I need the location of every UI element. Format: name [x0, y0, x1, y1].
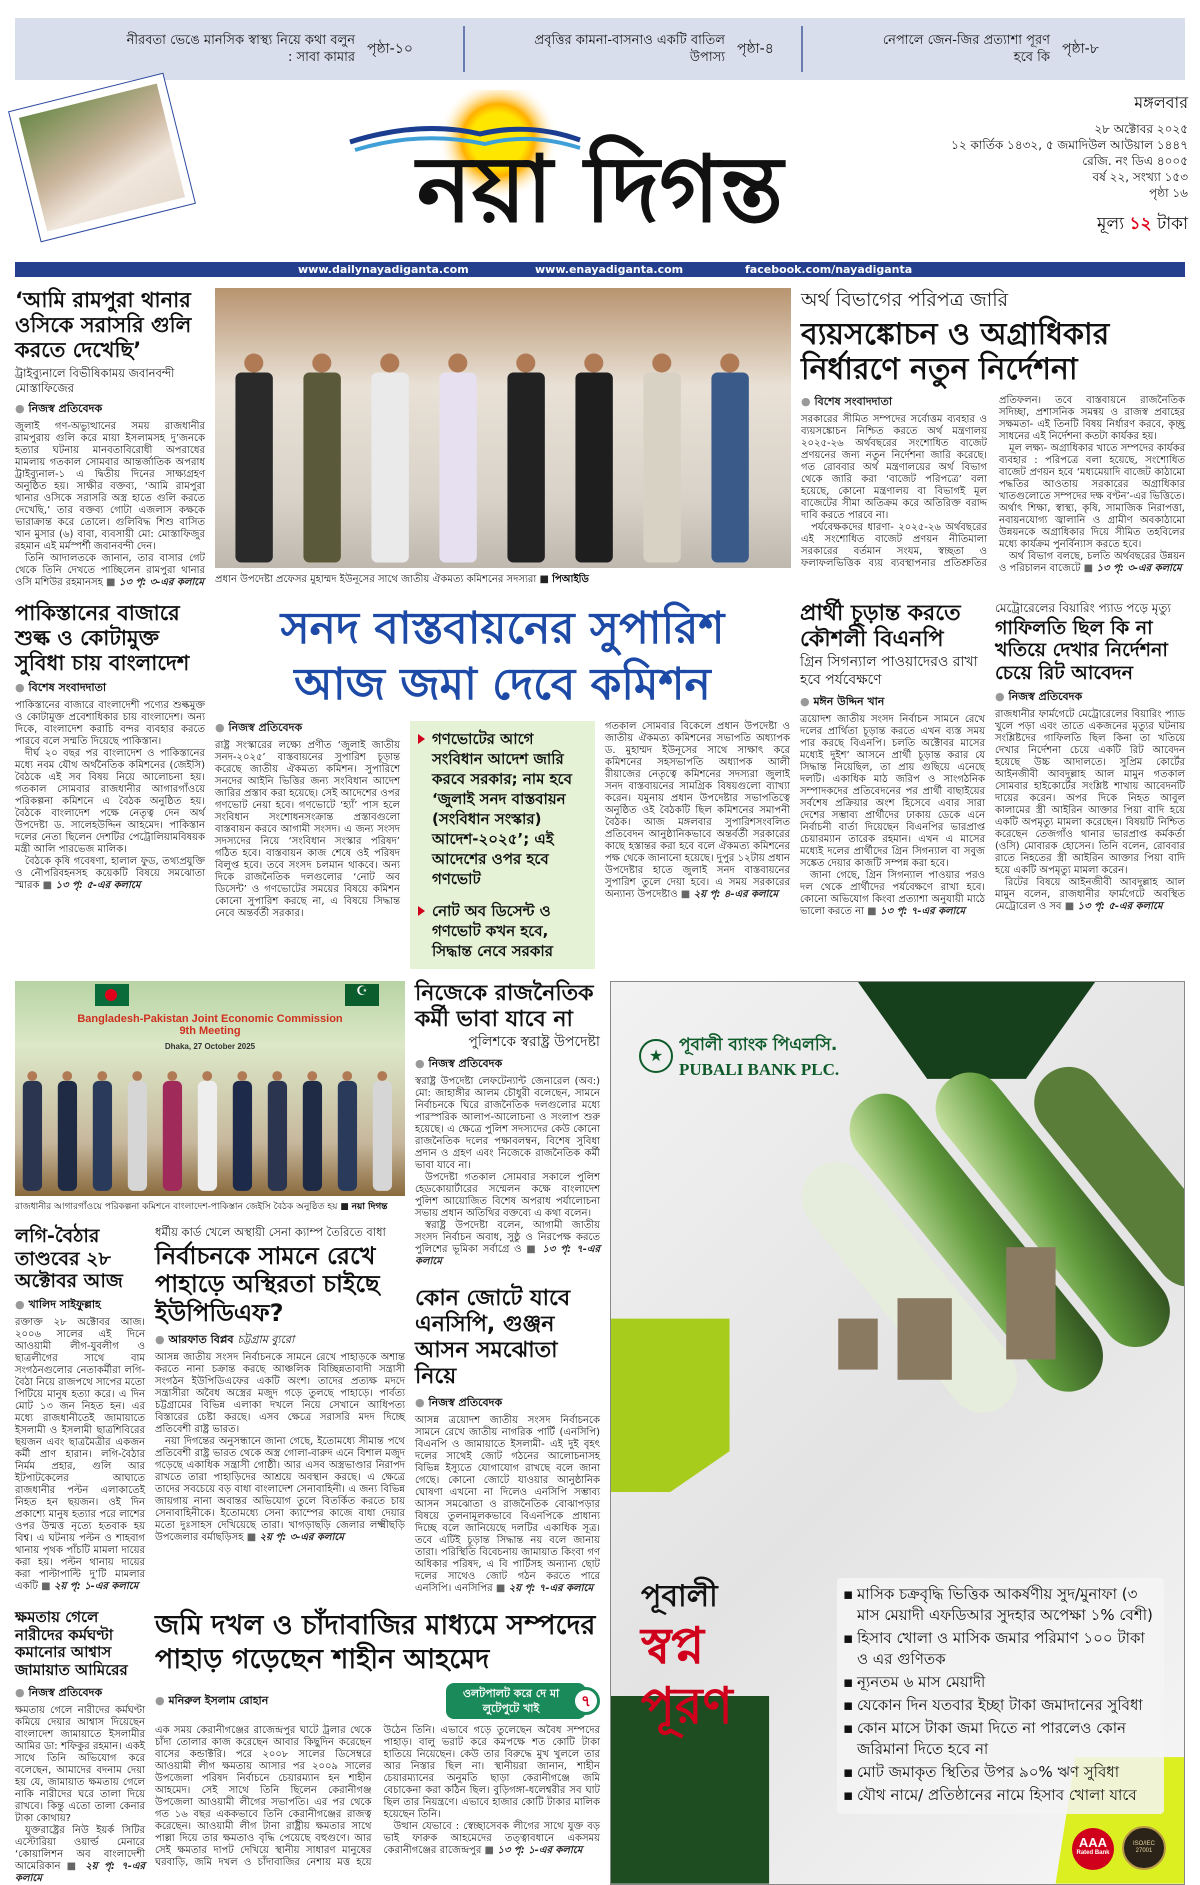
story-bnp: প্রার্থী চূড়ান্ত করতে কৌশলী বিএনপি গ্রিন সিগন্যাল পাওয়াদেরও রাখা হবে পর্যবেক্ষণে ● মঈন উদ্দিন খান ত্রয়োদশ জাতীয় সংসদ নির্বাচন সামনে রেখে দলের প্রার্থিতা চূড়ান্ত করতে এখন ব্যস্ত সময় পার করছে বিএনপি। চলতি অক্টোবর মাসের মধ্যেই দুইশ’ আসনে প্রার্থী চূড়ান্ত করার যে সিদ্ধান্ত নিয়েছিল, তা প্রায় গুছিয়ে এনেছে দলটি। একাধিক মাঠ জরিপ ও সাংগঠনিক সম্পাদকদের প্রতিবেদনের পর প্রার্থী বাছাইয়ের সর্বশেষ প্রক্রিয়ার অংশ হিসেবে এবার সারা দেশের সম্ভাব্য প্রার্থীদের ঢাকায় ডেকে এনে নির্বাচনী বার্তা দিয়েছেন বিএনপির ভারপ্রাপ্ত চেয়ারম্যান তারেক রহমান। এখন এ মাসের মধ্যেই দলের প্রার্থীদের গ্রিন সিগন্যাল বা সবুজ সঙ্কেত দেয়ার কাজটি সম্পন্ন করা হবে। জানা গেছে, গ্রিন সিগন্যাল পাওয়ার পরও দল থেকে প্রার্থীদের পর্যবেক্ষণে রাখা হবে। কোনো অভিযোগ কিংবা প্রত্যাশা অনুযায়ী মাঠে ভালো করতে না ■ ১৩ পৃ: ৭-এর কলামে [800, 601, 985, 918]
pakistan-flag-icon: ☪ [345, 984, 379, 1006]
story-rampura: ‘আমি রামপুরা থানার ওসিকে সরাসরি গুলি করতে দেখেছি’ ট্রাইব্যুনালে বিভীষিকাময় জবানবন্দী মোস্তাফিজের ● নিজস্ব প্রতিবেদক জুলাই গণ-অভ্যুত্থানের সময় রাজধানীর রামপুরায় গুলি করে মায়া ইসলামসহ দু’জনকে হত্যার ঘটনায় মানবতাবিরোধী অপরাধের মামলায় গতকাল সোমবার আন্তর্জাতিক অপরাধ ট্রাইব্যুনাল-১ এ দ্বিতীয় দিনের সাক্ষ্যগ্রহণ অনুষ্ঠিত হয়। সাক্ষীর বক্তব্য, ‘আমি রামপুরা থানার ওসিকে সরাসরি অস্ত্র হাতে গুলি করতে দেখেছি,’ তার বক্তব্য গোটা এজলাস কক্ষকে ভারাক্রান্ত করে তোলে। গুলিবিদ্ধ শিশু বাসিত খান মুসার (৬) বাবা, ব্যবসায়ী মো: মোস্তাফিজুর রহমান এই মর্মস্পর্শী জবানবন্দী দেন। তিনি আদালতকে জানান, তার বাসার গেট থেকে তিনি দেখতে পাচ্ছিলেন রামপুরা থানার ওসি মশিউর রহমানসহ ■ ১৩ পৃ: ৩-এর কলামে [15, 288, 205, 589]
jump-link[interactable]: ■ ২য় পৃ: ৩-এর কলামে [247, 1532, 344, 1543]
date-block: মঙ্গলবার ২৮ অক্টোবর ২০২৫ ১২ কার্তিক ১৪৩২, ৫ জমাদিউল আউয়াল ১৪৪৭ রেজি. নং ডিএ ৪০০৫ বর্ষ ২২, সংখ্যা ১৫৩ পৃষ্ঠা ১৬ মূল্য ১২ টাকা [951, 93, 1188, 234]
lead-headline[interactable]: সনদ বাস্তবায়নের সুপারিশ আজ জমা দেবে কমিশন [280, 603, 725, 711]
headline[interactable]: প্রার্থী চূড়ান্ত করতে কৌশলী বিএনপি [800, 601, 961, 653]
headline[interactable]: ব্যয়সঙ্কোচন ও অগ্রাধিকার নির্ধারণে নতুন নির্দেশনা [801, 316, 1110, 388]
product-title: পূবালী স্বপ্ন পূরণ [641, 1578, 733, 1735]
feature-list: ▪ মাসিক চক্রবৃদ্ধি ভিত্তিক আকর্ষণীয় সুদ/মুনাফা (৩ মাস মেয়াদী এফডিআর সুদহার অপেক্ষা ১% বেশী) ▪ হিসাব খোলা ও মাসিক জমার পরিমাণ ১০০ টাকা ও এর গুণিতক ▪ ন্যূনতম ৬ মাস মেয়াদী ▪ যেকোন দিন যতবার ইচ্ছা টাকা জমাদানের সুবিধা ▪ কোন মাসে টাকা জমা দিতে না পারলেও কোন জরিমানা দিতে হবে না ▪ মোট জমাকৃত স্থিতির উপর ৯০% ঋণ সুবিধা ▪ যৌথ নামে/ প্রতিষ্ঠানের নামে হিসাব খোলা যাবে [837, 1578, 1164, 1814]
epaper-link[interactable]: www.enayadiganta.com [535, 263, 684, 276]
story-pakistan: পাকিস্তানের বাজারে শুল্ক ও কোটামুক্ত সুবিধা চায় বাংলাদেশ ● বিশেষ সংবাদদাতা পাকিস্তানের বাজারে বাংলাদেশী পণ্যের শুল্কমুক্ত ও কোটামুক্ত প্রবেশাধিকার চায় বাংলাদেশ। অন্য দিকে, বাংলাদেশ করাচি বন্দর ব্যবহার করতে পারবে বলে সম্মতি দিয়েছে পাকিস্তান। দীর্ঘ ২০ বছর পর বাংলাদেশ ও পাকিস্তানের মধ্যে নবম যৌথ অর্থনৈতিক কমিশনের (জেইসি) বৈঠকে এই সব বিষয় নিয়ে আলোচনা হয়। গতকাল সোমবার রাজধানীর আগারগাঁওয়ে পরিকল্পনা কমিশনে এ বৈঠক অনুষ্ঠিত হয়। বৈঠকে বাংলাদেশ পক্ষে নেতৃত্ব দেন অর্থ উপদেষ্টা ড. সালেহউদ্দিন আহমেদ। পাকিস্তান দলের নেতা ছিলেন দেশটির পেট্রোলিয়ামবিষয়ক মন্ত্রী আলি পারভেজ মালিক। বৈঠকে কৃষি গবেষণা, হালাল ফুড, তথ্যপ্রযুক্তি ও নৌপরিবহনসহ কয়েকটি বিষয়ে সমঝোতা স্মারক ■ ১৩ পৃ: ৫-এর কলামে [15, 601, 205, 892]
star-emblem-icon: ★ [639, 1039, 673, 1073]
person-figure [575, 353, 612, 562]
website-link[interactable]: www.dailynayadiganta.com [298, 263, 469, 276]
person-figure [303, 353, 340, 562]
person-figure [128, 1071, 147, 1191]
person-figure [303, 1071, 322, 1191]
person-figure [371, 353, 408, 562]
lead-highlights: গণভোটের আগে সংবিধান আদেশ জারি করবে সরকার; নাম হবে ‘জুলাই সনদ বাস্তবায়ন (সংবিধান সংস্কার) আদেশ-২০২৫’; এই আদেশের ওপর হবে গণভোট নোট অব ডিসেন্ট ও গণভোট কখন হবে, সিদ্ধান্ত নেবে সরকার [410, 721, 595, 969]
facebook-link[interactable]: facebook.com/nayadiganta [745, 263, 913, 276]
story-jamaat: ক্ষমতায় গেলে নারীদের কর্মঘণ্টা কমানোর আশ্বাস জামায়াত আমিরের ● নিজস্ব প্রতিবেদক ক্ষমতায় গেলে নারীদের কর্মঘণ্টা কমিয়ে দেয়ার আশ্বাস দিয়েছেন বাংলাদেশ জামায়াতে ইসলামীর আমির ডা: শফিকুর রহমান। একই সাথে তিনি অভিযোগ করে বলেছেন, আমাদের বদনাম দেয়া হয় যে, জামায়াত ক্ষমতায় গেলে নাকি নারীদের ঘরে তালা দিয়ে রাখবে। কিন্তু এতো তালা কেনার টাকা কোথায়? যুক্তরাষ্ট্রের নিউ ইয়র্ক সিটির এস্টোরিয়া ওয়ার্ল্ড মেনারে ‘কোয়ালিশন অব বাংলাদেশী আমেরিকান ■ ২য় পৃ: ৭-এর কলামে [15, 1609, 145, 1885]
divider [463, 26, 465, 72]
story-metro: মেট্রোরেলের বিয়ারিং প্যাড পড়ে মৃত্যু গাফিলতি ছিল কি না খতিয়ে দেখার নির্দেশনা চেয়ে রিট আবেদন ● নিজস্ব প্রতিবেদক রাজধানীর ফার্মগেটে মেট্রোরেলের বিয়ারিং প্যাড খুলে পড়া এবং তাতে একজনের মৃত্যুর ঘটনায় সংশ্লিষ্টদের গাফিলতি ছিল কিনা তা খতিয়ে দেখার নির্দেশনা চেয়ে একটি রিট আবেদন হয়েছে উচ্চ আদালতে। সুপ্রিম কোর্টের আইনজীবী আবদুল্লাহ আল মামুন গতকাল সোমবার হাইকোর্টের সংশ্লিষ্ট শাখায় আবেদনটি দায়ের করেন। অপর দিকে নিহত আবুল কালামের স্ত্রী আইরিন আক্তার পিয়া বাদি হয়ে একটি অপমৃত্যু মামলা করেছেন। বিষয়টি নিশ্চিত করেছেন তেজগাঁও থানার ভারপ্রাপ্ত কর্মকর্তা (ওসি) মোবারক হোসেন। তিনি বলেন, রোববার রাতে নিহতের স্ত্রী আইরিন আক্তার পিয়া বাদি হয়ে একটি অপমৃত্যু মামলা করেন। রিটের বিষয়ে আইনজীবী আবদুল্লাহ আল মামুন বলেন, রাজধানীর ফার্মগেটে অবস্থিত মেট্রোরেল ও সব ■ ১৩ পৃ: ৫-এর কলামে [995, 601, 1185, 913]
headline[interactable]: ‘আমি রামপুরা থানার ওসিকে সরাসরি গুলি করতে দেখেছি’ [15, 288, 192, 362]
story-updf: ধর্মীয় কার্ড খেলে অস্থায়ী সেনা ক্যাম্প তৈরিতে বাধা নির্বাচনকে সামনে রেখে পাহাড়ে অস্থিরতা চাইছে ইউপিডিএফ? ● আরফাত বিপ্লব চট্টগ্রাম ব্যুরো আসন্ন জাতীয় সংসদ নির্বাচনকে সামনে রেখে পাহাড়কে অশান্ত করতে নানা চক্রান্ত করছে আঞ্চলিক বিচ্ছিন্নতাবাদী সন্ত্রাসী সংগঠন ইউপিডিএফের একটি অংশ। তাদের প্রত্যক্ষ মদদে সন্ত্রাসীরা অবৈধ অস্ত্রের মজুদ গড়ে তুলছে পাহাড়ে। পার্বত্য চট্টগ্রামের বিভিন্ন এলাকা দখলে নিয়ে সেখানে আধিপত্য বিস্তারের চেষ্টা করছে। এসব ক্ষেত্রে সরাসরি মদদ দিচ্ছে প্রতিবেশী রাষ্ট্র ভারত। নয়া দিগন্তের অনুসন্ধানে জানা গেছে, ইতোমধ্যে সীমান্ত পথে প্রতিবেশী রাষ্ট্র ভারত থেকে অস্ত্র গোলা-বারুদ এনে বিশাল মজুদ গড়েছে একাধিক সন্ত্রাসী গোষ্ঠী। আর এসব অস্ত্রভাণ্ডার নিরাপদ রাখতে তারা পাহাড়িদের আশ্রয়ে অবস্থান করছে। এ ক্ষেত্রে তাদের সবচেয়ে বড় বাধা বাংলাদেশ সেনাবাহিনী। এ জন্য বিভিন্ন জায়গায় নানা অবান্তর অভিযোগ তুলে বিতর্কিত করতে চায় সেনাবাহিনীকে। ইতোমধ্যে সেনা ক্যাম্পের কাজে বাধা দেয়ার মতো দুঃসাহস দেখিয়েছে তারা। খাগড়াছড়ি জেলার লক্ষ্মীছড়ি উপজেলার বর্মাছড়িসহ ■ ২য় পৃ: ৩-এর কলামে [155, 1225, 405, 1544]
photo-caption: প্রধান উপদেষ্টা প্রফেসর মুহাম্মদ ইউনূসের সাথে জাতীয় ঐকমত্য কমিশনের সদস্যরা ■ পিআইডি [215, 574, 589, 585]
headline[interactable]: কোন জোটে যাবে এনসিপি, গুঞ্জন আসন সমঝোতা নিয়ে [415, 1286, 571, 1390]
headline[interactable]: গাফিলতি ছিল কি না খতিয়ে দেখার নির্দেশনা চেয়ে রিট আবেদন [995, 616, 1168, 684]
person-figure [439, 353, 476, 562]
jump-link[interactable]: ■ ১৩ পৃ: ৭-এর কলামে [867, 906, 965, 917]
headline[interactable]: পাকিস্তানের বাজারে শুল্ক ও কোটামুক্ত সুবিধা চায় বাংলাদেশ [15, 601, 190, 675]
teaser-strip [15, 18, 1185, 80]
photo-jec: Bangladesh-Pakistan Joint Economic Commission 9th Meeting Dhaka, 27 October 2025 ☪ [15, 981, 405, 1196]
person-figure [643, 353, 680, 562]
person-figure [163, 1071, 182, 1191]
story-shaheen: জমি দখল ও চাঁদাবাজির মাধ্যমে সম্পদের পাহাড় গড়েছেন শাহীন আহমেদ ● মনিরুল ইসলাম রোহান ওলটপালট করে দে মা লুটেপুটে খাই ৭ এক সময় কেরানীগঞ্জের রাজেন্দ্রপুর ঘাটে ট্রলার থেকে চাঁদা তোলার কাজ করেছেন আবার কিছুদিন করেছেন বাসের কন্ডাক্টরি। পরে ২০০৮ সালের ডিসেম্বরে আওয়ামী লীগ ক্ষমতায় আসার পর ২০০৯ সালের উপজেলা পরিষদ নির্বাচনে চেয়ারম্যান হন শাহীন আহমেদ। সেই সাথে তিনি ছিলেন কেরানীগঞ্জ উপজেলা আওয়ামী লীগের সভাপতি। এর পর থেকে গত ১৬ বছর এককভাবে তিনি কেরানীগঞ্জের রাজত্ব করেছেন। আওয়ামী লীগ টানা রাষ্ট্রীয় ক্ষমতার সাথে পাল্লা দিয়ে তার ক্ষমতাও বৃদ্ধি পেয়েছে বহুগুণে। আর সেই ক্ষমতার দাপট দেখিয়ে স্থানীয় সাধারণ মানুষের ঘরবাড়ি, জমি দখল ও চাঁদাবাজির নেশায় মত্ত হয়ে উঠেন তিনি। এভাবে গড়ে তুলেছেন অবৈধ সম্পদের পাহাড়। বালু ভরাট করে কমপক্ষে শত কোটি টাকা হাতিয়ে নিয়েছেন। কেউ তার বিরুদ্ধে মুখ খুললে তার আর নিস্তার ছিল না। স্থানীয়রা জানান, শাহীন চেয়ারম্যানের অনুমতি ছাড়া কেরানীগঞ্জে জমি বেচাকেনা করা কঠিন ছিল। বুড়িগঙ্গা-ধলেশ্বরীর সব ঘাট ছিল তার নিয়ন্ত্রণে। এভাবে হাজার কোটি টাকার মালিক হয়েছেন তিনি। উত্থান যেভাবে : স্বেচ্ছাসেবক লীগের সাথে যুক্ত বড় ভাই ফারুক আহমেদের তত্ত্বাবধানে একসময় কেরানীগঞ্জের রাজেন্দ্রপুর ■ ১৩ পৃ: ১-এর কলামে [155, 1609, 600, 1869]
headline[interactable]: লগি-বৈঠার তাণ্ডবের ২৮ অক্টোবর আজ [15, 1225, 123, 1292]
person-figure [233, 1071, 252, 1191]
aaa-rating-badge: AAA Rated Bank [1072, 1828, 1114, 1870]
teaser-2[interactable]: প্রবৃত্তির কামনা-বাসনাও একটি বাতিল উপাস্য পৃষ্ঠা-৪ [534, 33, 774, 65]
headline[interactable]: নিজেকে রাজনৈতিক কর্মী ভাবা যাবে না [415, 981, 594, 1033]
jump-link[interactable]: ■ ২য় পৃ: ১-এর কলামে [41, 1581, 138, 1592]
series-badge: ওলটপালট করে দে মা লুটেপুটে খাই ৭ [446, 1683, 600, 1719]
row-3 [15, 981, 1185, 1885]
teaser-1[interactable]: নীরবতা ভেঙে মানসিক স্বাস্থ্য নিয়ে কথা বলুন : সাবা কামার পৃষ্ঠা-১০ [126, 33, 413, 65]
photo-commission [215, 288, 791, 568]
person-figure [23, 1071, 42, 1191]
iso-certification-badge: ISO/IEC 27001 [1122, 1826, 1166, 1870]
person-figure [58, 1071, 77, 1191]
pubali-bank-ad[interactable] [610, 981, 1185, 1885]
story-lead [215, 601, 790, 969]
jump-link[interactable]: ■ ২য় পৃ: ৭-এর কলামে [496, 1583, 593, 1594]
row-1 [15, 288, 1185, 589]
bank-logo: ★ পূবালী ব্যাংক পিএলসি. PUBALI BANK PLC. [639, 1032, 839, 1080]
person-figure [268, 1071, 287, 1191]
person-figure [711, 353, 748, 562]
jump-link[interactable]: ■ ২য় পৃ: ৪-এর কলামে [681, 889, 778, 900]
jump-link[interactable]: ■ ২য় পৃ: ৭-এর কলামে [15, 1861, 145, 1884]
divider [801, 26, 803, 72]
jump-link[interactable]: ■ ১৩ পৃ: ৩-এর কলামে [1084, 563, 1182, 574]
row-2 [15, 601, 1185, 969]
teaser-3[interactable]: নেপালে জেন-জির প্রত্যাশা পূরণ হবে কি পৃষ্ঠা-৮ [882, 33, 1099, 65]
jump-link[interactable]: ■ ১৩ পৃ: ৫-এর কলামে [1065, 901, 1163, 912]
person-figure [93, 1071, 112, 1191]
jump-link[interactable]: ■ ১৩ পৃ: ৭-এর কলামে [415, 1244, 600, 1267]
person-figure [235, 353, 272, 562]
price: মূল্য ১২ টাকা [1097, 214, 1188, 234]
person-figure [198, 1071, 217, 1191]
story-logi-boitha: লগি-বৈঠার তাণ্ডবের ২৮ অক্টোবর আজ ● খালিদ সাইফুল্লাহ রক্তাক্ত ২৮ অক্টোবর আজ। ২০০৬ সালের এই দিনে আওয়ামী লীগ-যুবলীগ ও ছাত্রলীগের সাথে বাম সংগঠনগুলোর নেতাকর্মীরা লগি-বৈঠা নিয়ে রাজপথে সাপের মতো পিটিয়ে মানুষ হত্যা করে। এ দিন মোট ১৩ জন নিহত হন। এর মধ্যে রাজধানীতেই জামায়াতে ইসলামী ও ইসলামী ছাত্রশিবিরের ছয়জন এবং ছাত্রমৈত্রীর একজন কর্মী প্রাণ হারান। লগি-বৈঠার নির্মম প্রহার, গুলি আর ইটপাটকেলের আঘাতে রাজধানীর পল্টন এলাকাতেই নিহত হন ছয়জন। ওই দিন প্রকাশ্যে মানুষ হত্যার পরে লাশের ওপর উন্মত্ত নৃত্যে হতবাক হয় বিশ্ব। এ ঘটনায় পল্টন ও শাহবাগ থানায় পৃথক পাঁচটি মামলা দায়ের করা হয়। পল্টন থানায় দায়ের করা পাল্টাপাল্টি দু’টি মামলার একটি ■ ২য় পৃ: ১-এর কলামে [15, 1225, 145, 1593]
person-figure [338, 1071, 357, 1191]
lead-body-2: গতকাল সোমবার বিকেলে প্রধান উপদেষ্টা ও জাতীয় ঐকমত্য কমিশনের সভাপতি অধ্যাপক ড. মুহাম্মদ ইউনূসের সাথে সাক্ষাৎ করে কমিশনের সহসভাপতি অধ্যাপক আলী রীয়াজের নেতৃত্বে কমিশনের সদস্যরা জুলাই সনদ বাস্তবায়নের সামগ্রিক বিষয়গুলো ব্যাখ্যা করেন। যমুনায় প্রধান উপদেষ্টার সভাপতিত্বে অনুষ্ঠিত ওই বৈঠকটি ছিল কমিশনের সমাপনী বৈঠক। আজ মঙ্গলবার সুপারিশসংবলিত প্রতিবেদন আনুষ্ঠানিকভাবে অন্তর্বর্তী সরকারের কাছে হস্তান্তর করা হবে বলে ঐকমত্য কমিশনের পক্ষ থেকে জানানো হয়েছে। দুপুর ১২টায় প্রধান উপদেষ্টার হাতে জুলাই সনদ বাস্তবায়নের সুপারিশ তুলে দেয়া হবে। এ সময় সরকারের অন্যান্য উপদেষ্টাও ■ ২য় পৃ: ৪-এর কলামে [605, 721, 790, 901]
news-body [15, 288, 1185, 1885]
photo-caption: রাজধানীর আগারগাঁওয়ে পরিকল্পনা কমিশনে বাংলাদেশ-পাকিস্তান জেইসি বৈঠক অনুষ্ঠিত হয় ■ নয়া দিগন্ত [15, 1202, 388, 1213]
person-figure [507, 353, 544, 562]
jump-link[interactable]: ■ ১৩ পৃ: ৫-এর কলামে [43, 880, 141, 891]
story-police: নিজেকে রাজনৈতিক কর্মী ভাবা যাবে না পুলিশকে স্বরাষ্ট্র উপদেষ্টা ● নিজস্ব প্রতিবেদক স্বরাষ্ট্র উপদেষ্টা লেফটেন্যান্ট জেনারেল (অব:) মো: জাহাঙ্গীর আলম চৌধুরী বলেছেন, সামনে নির্বাচনকে ঘিরে রাজনৈতিক দলগুলোর মধ্যে পারস্পরিক আলাপ-আলোচনা ও সংলাপ শুরু হয়েছে। এ ক্ষেত্রে পুলিশ সদস্যদের কেউ কোনো রাজনৈতিক দলের পক্ষাবলম্বন, বিশেষ সুবিধা প্রদান ও গ্রহণ এবং নিজেকে রাজনৈতিক কর্মী ভাবা যাবে না। উপদেষ্টা গতকাল সোমবার সকালে পুলিশ হেডকোয়ার্টারের সম্মেলন কক্ষে বাংলাদেশ পুলিশ আয়োজিত বিশেষ অপরাধ পর্যালোচনা সভায় প্রধান অতিথির বক্তব্যে এ কথা বলেন। স্বরাষ্ট্র উপদেষ্টা বলেন, আগামী জাতীয় সংসদ নির্বাচন অবাধ, সুষ্ঠু ও নিরপেক্ষ করতে পুলিশের ভূমিকা সর্বাগ্রে ও ■ ১৩ পৃ: ৭-এর কলামে [415, 981, 600, 1268]
newspaper-title: নয়া দিগন্ত [416, 136, 784, 243]
person-figure [373, 1071, 392, 1191]
masthead-logo [280, 90, 920, 260]
links-band [15, 262, 1185, 277]
story-budget: অর্থ বিভাগের পরিপত্র জারি ব্যয়সঙ্কোচন ও অগ্রাধিকার নির্ধারণে নতুন নির্দেশনা ● বিশেষ সংবাদদাতা সরকারের সীমিত সম্পদের সর্বোত্তম ব্যবহার ও ব্যয়সঙ্কোচন নিশ্চিত করতে অর্থ মন্ত্রণালয় ২০২৫-২৬ অর্থবছরের সংশোধিত বাজেট প্রণয়নের জন্য নতুন নির্দেশনা জারি করেছে। গত রোববার অর্থ মন্ত্রণালয়ের অর্থ বিভাগ থেকে জারি করা ‘বাজেট পরিপত্রে’ বলা হয়েছে, কোনো মন্ত্রণালয় বা বিভাগই মূল বাজেটের সীমা অতিক্রম করে অতিরিক্ত বরাদ্দ দাবি করতে পারবে না। পর্যবেক্ষকদের ধারণা- ২০২৫-২৬ অর্থবছরের এই সংশোধিত বাজেট প্রণয়ন নীতিমালা সরকারের বর্তমান সংযম, স্বচ্ছতা ও ফলাফলভিত্তিক ব্যয় ব্যবস্থাপনার প্রতিশ্রুতির প্রতিফলন। তবে বাস্তবায়নে রাজনৈতিক সদিচ্ছা, প্রশাসনিক সমন্বয় ও রাজস্ব প্রবাহের সক্ষমতা- এই তিনটি বিষয় নির্ধারণ করবে, কৃচ্ছ্র সাধনের এই নির্দেশনা কতটা কার্যকর হয়। মূল লক্ষ্য- অগ্রাধিকার খাতে সম্পদের কার্যকর ব্যবহার : পরিপত্রে বলা হয়েছে, সংশোধিত বাজেট প্রণয়ন হবে ‘মধ্যমেয়াদি বাজেট কাঠামো পদ্ধতির আওতায় সরকারের অগ্রাধিকার খাতগুলোতে সম্পদের দক্ষ বণ্টন’-এর ভিত্তিতে। অর্থাৎ শিক্ষা, স্বাস্থ্য, কৃষি, সামাজিক নিরাপত্তা, নবায়নযোগ্য জ্বালানি ও গ্রামীণ অবকাঠামো উন্নয়নকে অগ্রাধিকার দিয়ে সীমিত তহবিলের মধ্যে কার্যক্রম পুনর্বিন্যাস করতে হবে। অর্থ বিভাগ বলছে, চলতি অর্থবছরের উন্নয়ন ও পরিচালন বাজেটে ■ ১৩ পৃ: ৩-এর কলামে [801, 288, 1185, 575]
headline[interactable]: ক্ষমতায় গেলে নারীদের কর্মঘণ্টা কমানোর আশ্বাস জামায়াত আমিরের [15, 1608, 128, 1680]
story-ncp: কোন জোটে যাবে এনসিপি, গুঞ্জন আসন সমঝোতা নিয়ে ● নিজস্ব প্রতিবেদক আসন্ন ত্রয়োদশ জাতীয় সংসদ নির্বাচনকে সামনে রেখে জাতীয় নাগরিক পার্টি (এনসিপি) বিএনপি ও জামায়াতে ইসলামী- এই দুই বৃহৎ দলের সাথেই জোট গঠনের আলোচনাসহ বিভিন্ন ইস্যুতে যোগাযোগ রাখছে বলে জানা গেছে। কোনো জোটে যাওয়ার আনুষ্ঠানিক ঘোষণা এখনো না দিলেও এনসিপি সম্ভাব্য আসন সমঝোতা ও রাজনৈতিক বোঝাপড়ার বিষয়ে তুলনামূলকভাবে বিএনপিকে প্রাধান্য দিচ্ছে বলে জানিয়েছে দলটির একাধিক সূত্র। তবে এটিই চূড়ান্ত সিদ্ধান্ত নয় বলে জানায় তারা। পরিস্থিতি বিবেচনায় জামায়াত কিংবা গণ অধিকার পরিষদ, এ বি পার্টিসহ অন্যান্য ছোট দলের সাথেও জোট গঠন করতে পারে এনসিপি। এনসিপির ■ ২য় পৃ: ৭-এর কলামে [415, 1286, 600, 1595]
celebrity-photo [8, 73, 196, 243]
lower-left [15, 981, 600, 1885]
jump-link[interactable]: ■ ১৩ পৃ: ৩-এর কলামে [106, 577, 204, 588]
jump-link[interactable]: ■ ১৩ পৃ: ১-এর কলামে [485, 1845, 583, 1856]
lead-body-1: ● নিজস্ব প্রতিবেদক রাষ্ট্র সংস্কারের লক্ষ্যে প্রণীত ‘জুলাই জাতীয় সনদ-২০২৫’ বাস্তবায়নের সুপারিশ চূড়ান্ত করেছে জাতীয় ঐকমত্য কমিশন। সুপারিশে সনদের আইনি ভিত্তির জন্য সংবিধান আদেশ জারির প্রস্তাব করা হয়েছে। সেই আদেশের ওপর গণভোট নেয়া হবে। গণভোটে ‘হ্যাঁ’ পাস হলে সংবিধান সংশোধনসংক্রান্ত প্রস্তাবগুলো বাস্তবায়ন করবে আগামী সংসদ। এ জন্য সংসদ সদস্যদের নিয়ে ‘সংবিধান সংস্কার পরিষদ’ গঠিত হবে। বাস্তবায়ন কাজ শেষে ওই পরিষদ বিলুপ্ত হবে। তবে সংসদ চলমান থাকবে। অন্য দিকে রাজনৈতিক দলগুলোর ‘নোট অব ডিসেন্ট’ ও গণভোটের সময়ের বিষয়ে কমিশন কোনো সুপারিশ করছে না, এ বিষয়ে সিদ্ধান্ত নেবে অন্তর্বর্তী সরকার। [215, 721, 400, 920]
headline[interactable]: নির্বাচনকে সামনে রেখে পাহাড়ে অস্থিরতা চাইছে ইউপিডিএফ? [155, 1242, 380, 1327]
headline[interactable]: জমি দখল ও চাঁদাবাজির মাধ্যমে সম্পদের পাহাড় গড়েছেন শাহীন আহমেদ [155, 1610, 596, 1676]
